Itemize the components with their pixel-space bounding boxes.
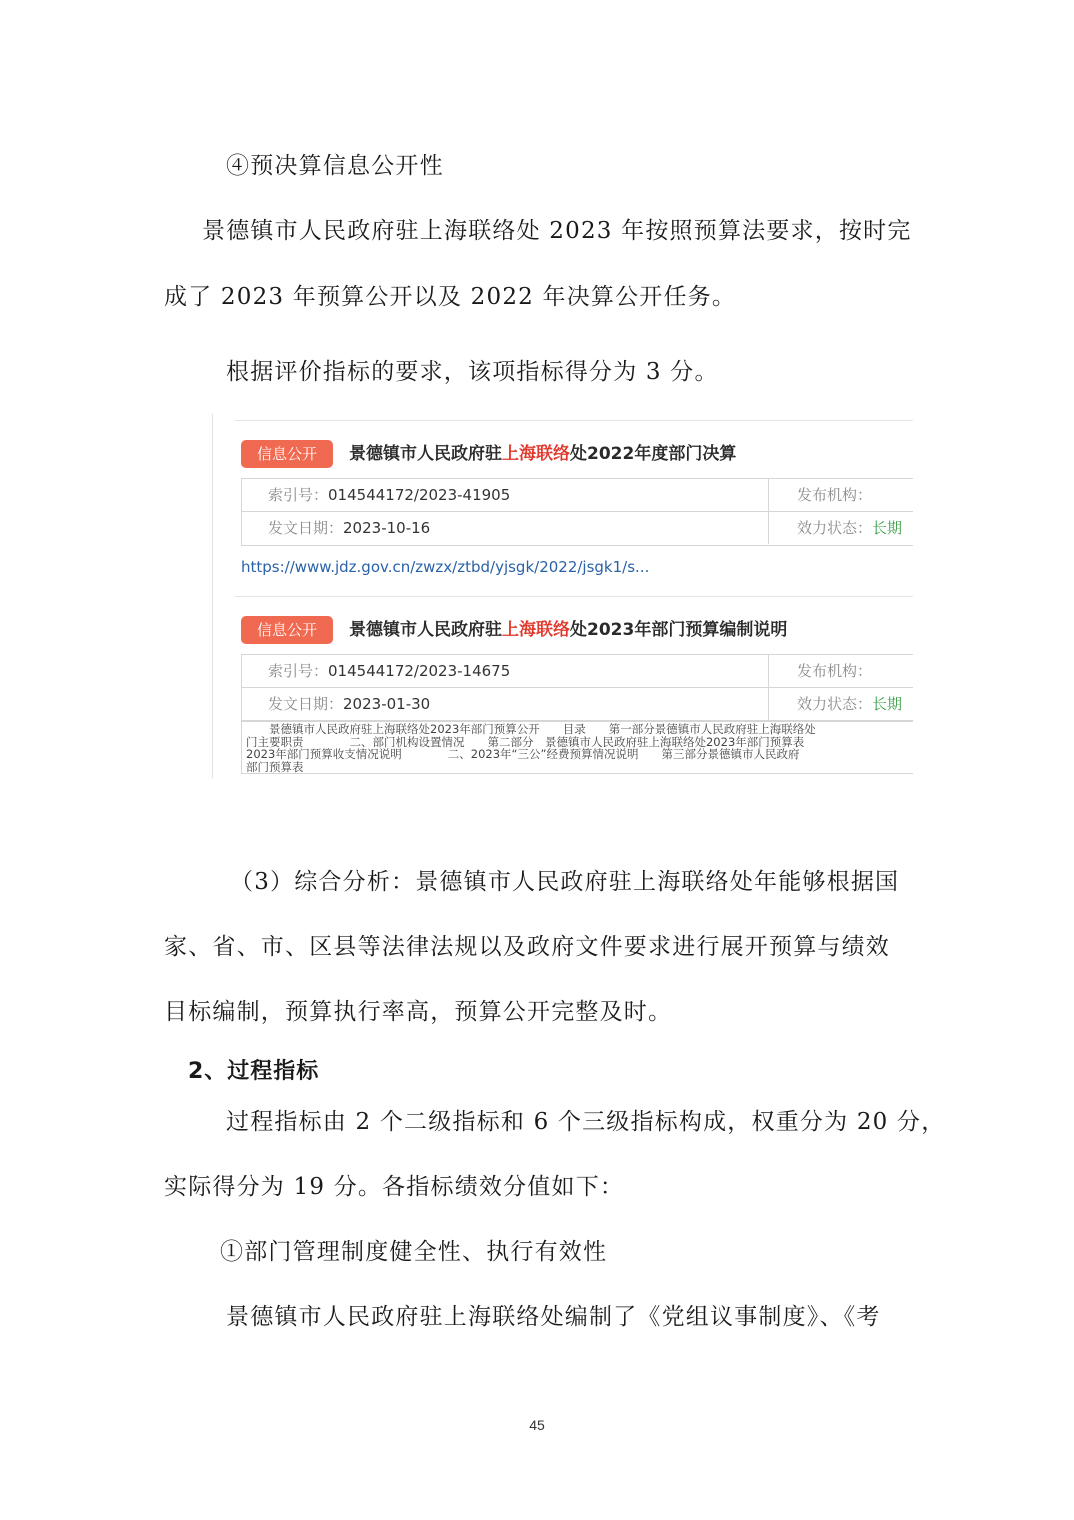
title-highlight: 上海联络 [502,444,570,464]
document-link[interactable]: https://www.jdz.gov.cn/zwzx/ztbd/yjsgk/2022/jsgk1/s... [241,558,650,576]
title-text: 处2023年部门预算编制说明 [570,620,788,640]
paragraph-line: 过程指标由 2 个二级指标和 6 个三级指标构成，权重分为 20 分， [226,1109,946,1135]
card-title-link[interactable] [349,616,787,644]
meta-table [241,654,913,722]
summary-line: 部门预算表 [246,759,304,774]
paragraph-line: 家、省、市、区县等法律法规以及政府文件要求进行展开预算与绩效 [164,934,890,960]
index-field: 索引号：014544172/2023-41905 [268,486,511,504]
date-field: 发文日期：2023-01-30 [268,695,431,713]
meta-row [242,688,913,720]
summary-line: 2023年部门预算收支情况说明 二、2023年“三公”经费预算情况说明 第三部分景德镇市人民政府 [246,747,800,761]
meta-row [242,479,913,512]
subsection-title: ④预决算信息公开性 [226,153,444,179]
paragraph-line: （3）综合分析：景德镇市人民政府驻上海联络处年能够根据国 [230,869,900,895]
divider [235,420,913,421]
paragraph-line: 景德镇市人民政府驻上海联络处 2023 年按照预算法要求，按时完 [202,218,912,244]
embedded-screenshot [212,414,913,778]
paragraph-line: 目标编制，预算执行率高，预算公开完整及时。 [164,999,673,1025]
info-public-badge: 信息公开 [241,440,333,468]
title-text: 景德镇市人民政府驻 [349,444,502,464]
publisher-field: 发布机构： [768,655,872,687]
card-title-link[interactable] [349,440,736,468]
meta-row [242,655,913,688]
status-field: 效力状态：长期 [768,688,902,720]
meta-table [241,478,913,546]
paragraph-line: 根据评价指标的要求，该项指标得分为 3 分。 [226,359,719,385]
meta-row [242,512,913,544]
title-text: 景德镇市人民政府驻 [349,620,502,640]
paragraph-line: 景德镇市人民政府驻上海联络处编制了《党组议事制度》、《考 [226,1304,881,1330]
divider [235,596,913,597]
date-field: 发文日期：2023-10-16 [268,519,431,537]
document-summary [241,720,913,774]
section-heading: 2、过程指标 [188,1059,320,1084]
paragraph-line: 实际得分为 19 分。各指标绩效分值如下： [164,1174,625,1200]
info-public-badge: 信息公开 [241,616,333,644]
summary-line: 景德镇市人民政府驻上海联络处2023年部门预算公开 目录 第一部分景德镇市人民政府驻上海联络处 [246,722,816,736]
title-highlight: 上海联络 [502,620,570,640]
publisher-field: 发布机构： [768,479,872,511]
page-number: 45 [529,1417,545,1433]
summary-line: 门主要职责 二、部门机构设置情况 第二部分 景德镇市人民政府驻上海联络处2023年部门预算表 [246,734,805,749]
index-field: 索引号：014544172/2023-14675 [268,662,511,680]
status-field: 效力状态：长期 [768,512,902,544]
subsection-title: ①部门管理制度健全性、执行有效性 [220,1239,608,1265]
paragraph-line: 成了 2023 年预算公开以及 2022 年决算公开任务。 [164,284,737,310]
title-text: 处2022年度部门决算 [570,444,737,464]
